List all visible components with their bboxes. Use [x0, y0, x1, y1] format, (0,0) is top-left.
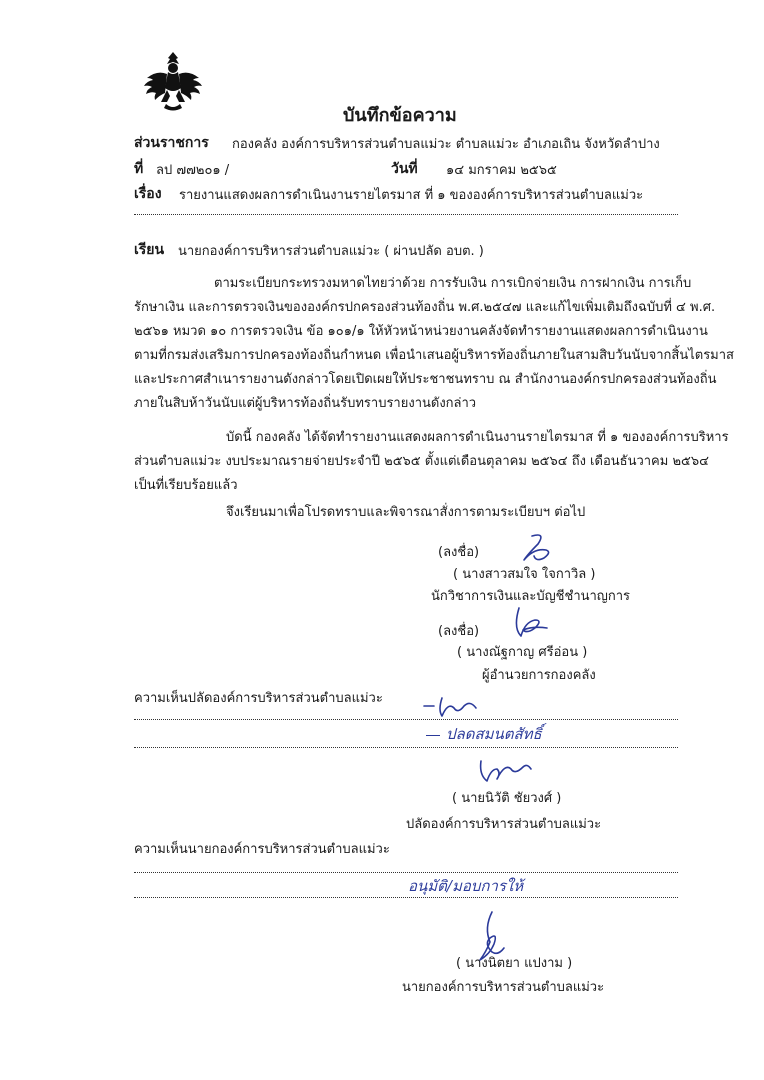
- opinion1-initial-icon: [420, 694, 480, 720]
- para1-line: ๒๕๖๑ หมวด ๑๐ การตรวจเงิน ข้อ ๑๐๑/๑ ให้หัวหน้าหน่วยงานคลังจัดทำรายงานแสดงผลการดำเนินงาน: [134, 324, 708, 339]
- agency-label: ส่วนราชการ: [134, 135, 209, 151]
- opinion1-line: [134, 719, 678, 720]
- agency-value: กองคลัง องค์การบริหารส่วนตำบลแม่วะ ตำบลแม่วะ อำเภอเถิน จังหวัดลำปาง: [232, 137, 660, 152]
- para1-line: ตามที่กรมส่งเสริมการปกครองท้องถิ่นกำหนด เพื่อนำเสนอผู้บริหารท้องถิ่นภายในสามสิบวันนับจากสิ้นไตรมาส: [134, 348, 734, 363]
- para1-line: และประกาศสำเนารายงานดังกล่าวโดยเปิดเผยให้ประชาชนทราบ ณ สำนักงานองค์กรปกครองส่วนท้องถิ่น: [134, 372, 717, 387]
- opinion1-line: [134, 747, 678, 748]
- closing-line: จึงเรียนมาเพื่อโปรดทราบและพิจารณาสั่งการตามระเบียบฯ ต่อไป: [226, 505, 586, 520]
- para1-line: ตามระเบียบกระทรวงมหาดไทยว่าด้วย การรับเงิน การเบิกจ่ายเงิน การฝากเงิน การเก็บ: [214, 276, 692, 291]
- sig2-name: ( นางณัฐกาญ ศรีอ่อน ): [457, 645, 588, 660]
- opinion1-position: ปลัดองค์การบริหารส่วนตำบลแม่วะ: [406, 817, 602, 832]
- opinion2-label: ความเห็นนายกองค์การบริหารส่วนตำบลแม่วะ: [134, 842, 390, 857]
- addressee-label: เรียน: [134, 242, 165, 258]
- ref-label: ที่: [134, 161, 144, 177]
- opinion2-handwritten: อนุมัติ/มอบการให้: [408, 877, 524, 895]
- sig1-label: (ลงชื่อ): [438, 545, 480, 560]
- opinion2-position: นายกองค์การบริหารส่วนตำบลแม่วะ: [402, 980, 605, 995]
- sig1-name: ( นางสาวสมใจ ใจกาวิล ): [453, 567, 596, 582]
- para1-line: ภายในสิบห้าวันนับแต่ผู้บริหารท้องถิ่นรับทราบรายงานดังกล่าว: [134, 396, 477, 411]
- signature-3-icon: [475, 755, 535, 789]
- sig2-position: ผู้อำนวยการกองคลัง: [482, 668, 596, 683]
- opinion1-handwritten: ปลดสมนตสัทธิ์: [446, 725, 542, 743]
- signature-2-icon: [505, 604, 555, 644]
- subject-label: เรื่อง: [134, 186, 162, 202]
- memo-title: บันทึกข้อความ: [343, 105, 457, 126]
- subject-value: รายงานแสดงผลการดำเนินงานรายไตรมาส ที่ ๑ ขององค์การบริหารส่วนตำบลแม่วะ: [179, 188, 644, 203]
- addressee-value: นายกองค์การบริหารส่วนตำบลแม่วะ ( ผ่านปลัด อบต. ): [178, 244, 484, 259]
- date-value: ๑๔ มกราคม ๒๕๖๕: [446, 163, 557, 178]
- sig1-position: นักวิชาการเงินและบัญชีชำนาญการ: [431, 589, 631, 604]
- para2-line: ส่วนตำบลแม่วะ งบประมาณรายจ่ายประจำปี ๒๕๖๕ ตั้งแต่เดือนตุลาคม ๒๕๖๔ ถึง เดือนธันวาคม ๒๕๖๔: [134, 454, 709, 469]
- date-label: วันที่: [391, 161, 418, 177]
- opinion2-line: [134, 872, 678, 873]
- garuda-emblem-icon: [140, 48, 206, 114]
- opinion2-name: ( นางนิตยา แปงาม ): [456, 956, 573, 971]
- opinion1-dash-mark: [426, 735, 440, 736]
- ref-value: ลป ๗๗๒๐๑ /: [156, 163, 230, 178]
- header-divider: [134, 214, 678, 215]
- sig2-label: (ลงชื่อ): [438, 624, 480, 639]
- opinion1-name: ( นายนิวัติ ชัยวงศ์ ): [452, 791, 562, 806]
- opinion1-label: ความเห็นปลัดองค์การบริหารส่วนตำบลแม่วะ: [134, 691, 383, 706]
- para2-line: เป็นที่เรียบร้อยแล้ว: [134, 478, 238, 493]
- para1-line: รักษาเงิน และการตรวจเงินขององค์กรปกครองส่วนท้องถิ่น พ.ศ.๒๕๔๗ และแก้ไขเพิ่มเติมถึงฉบับที่ ๔ พ.ศ.: [134, 300, 716, 315]
- para2-line: บัดนี้ กองคลัง ได้จัดทำรายงานแสดงผลการดำเนินงานรายไตรมาส ที่ ๑ ขององค์การบริหาร: [226, 430, 729, 445]
- opinion2-line: [134, 897, 678, 898]
